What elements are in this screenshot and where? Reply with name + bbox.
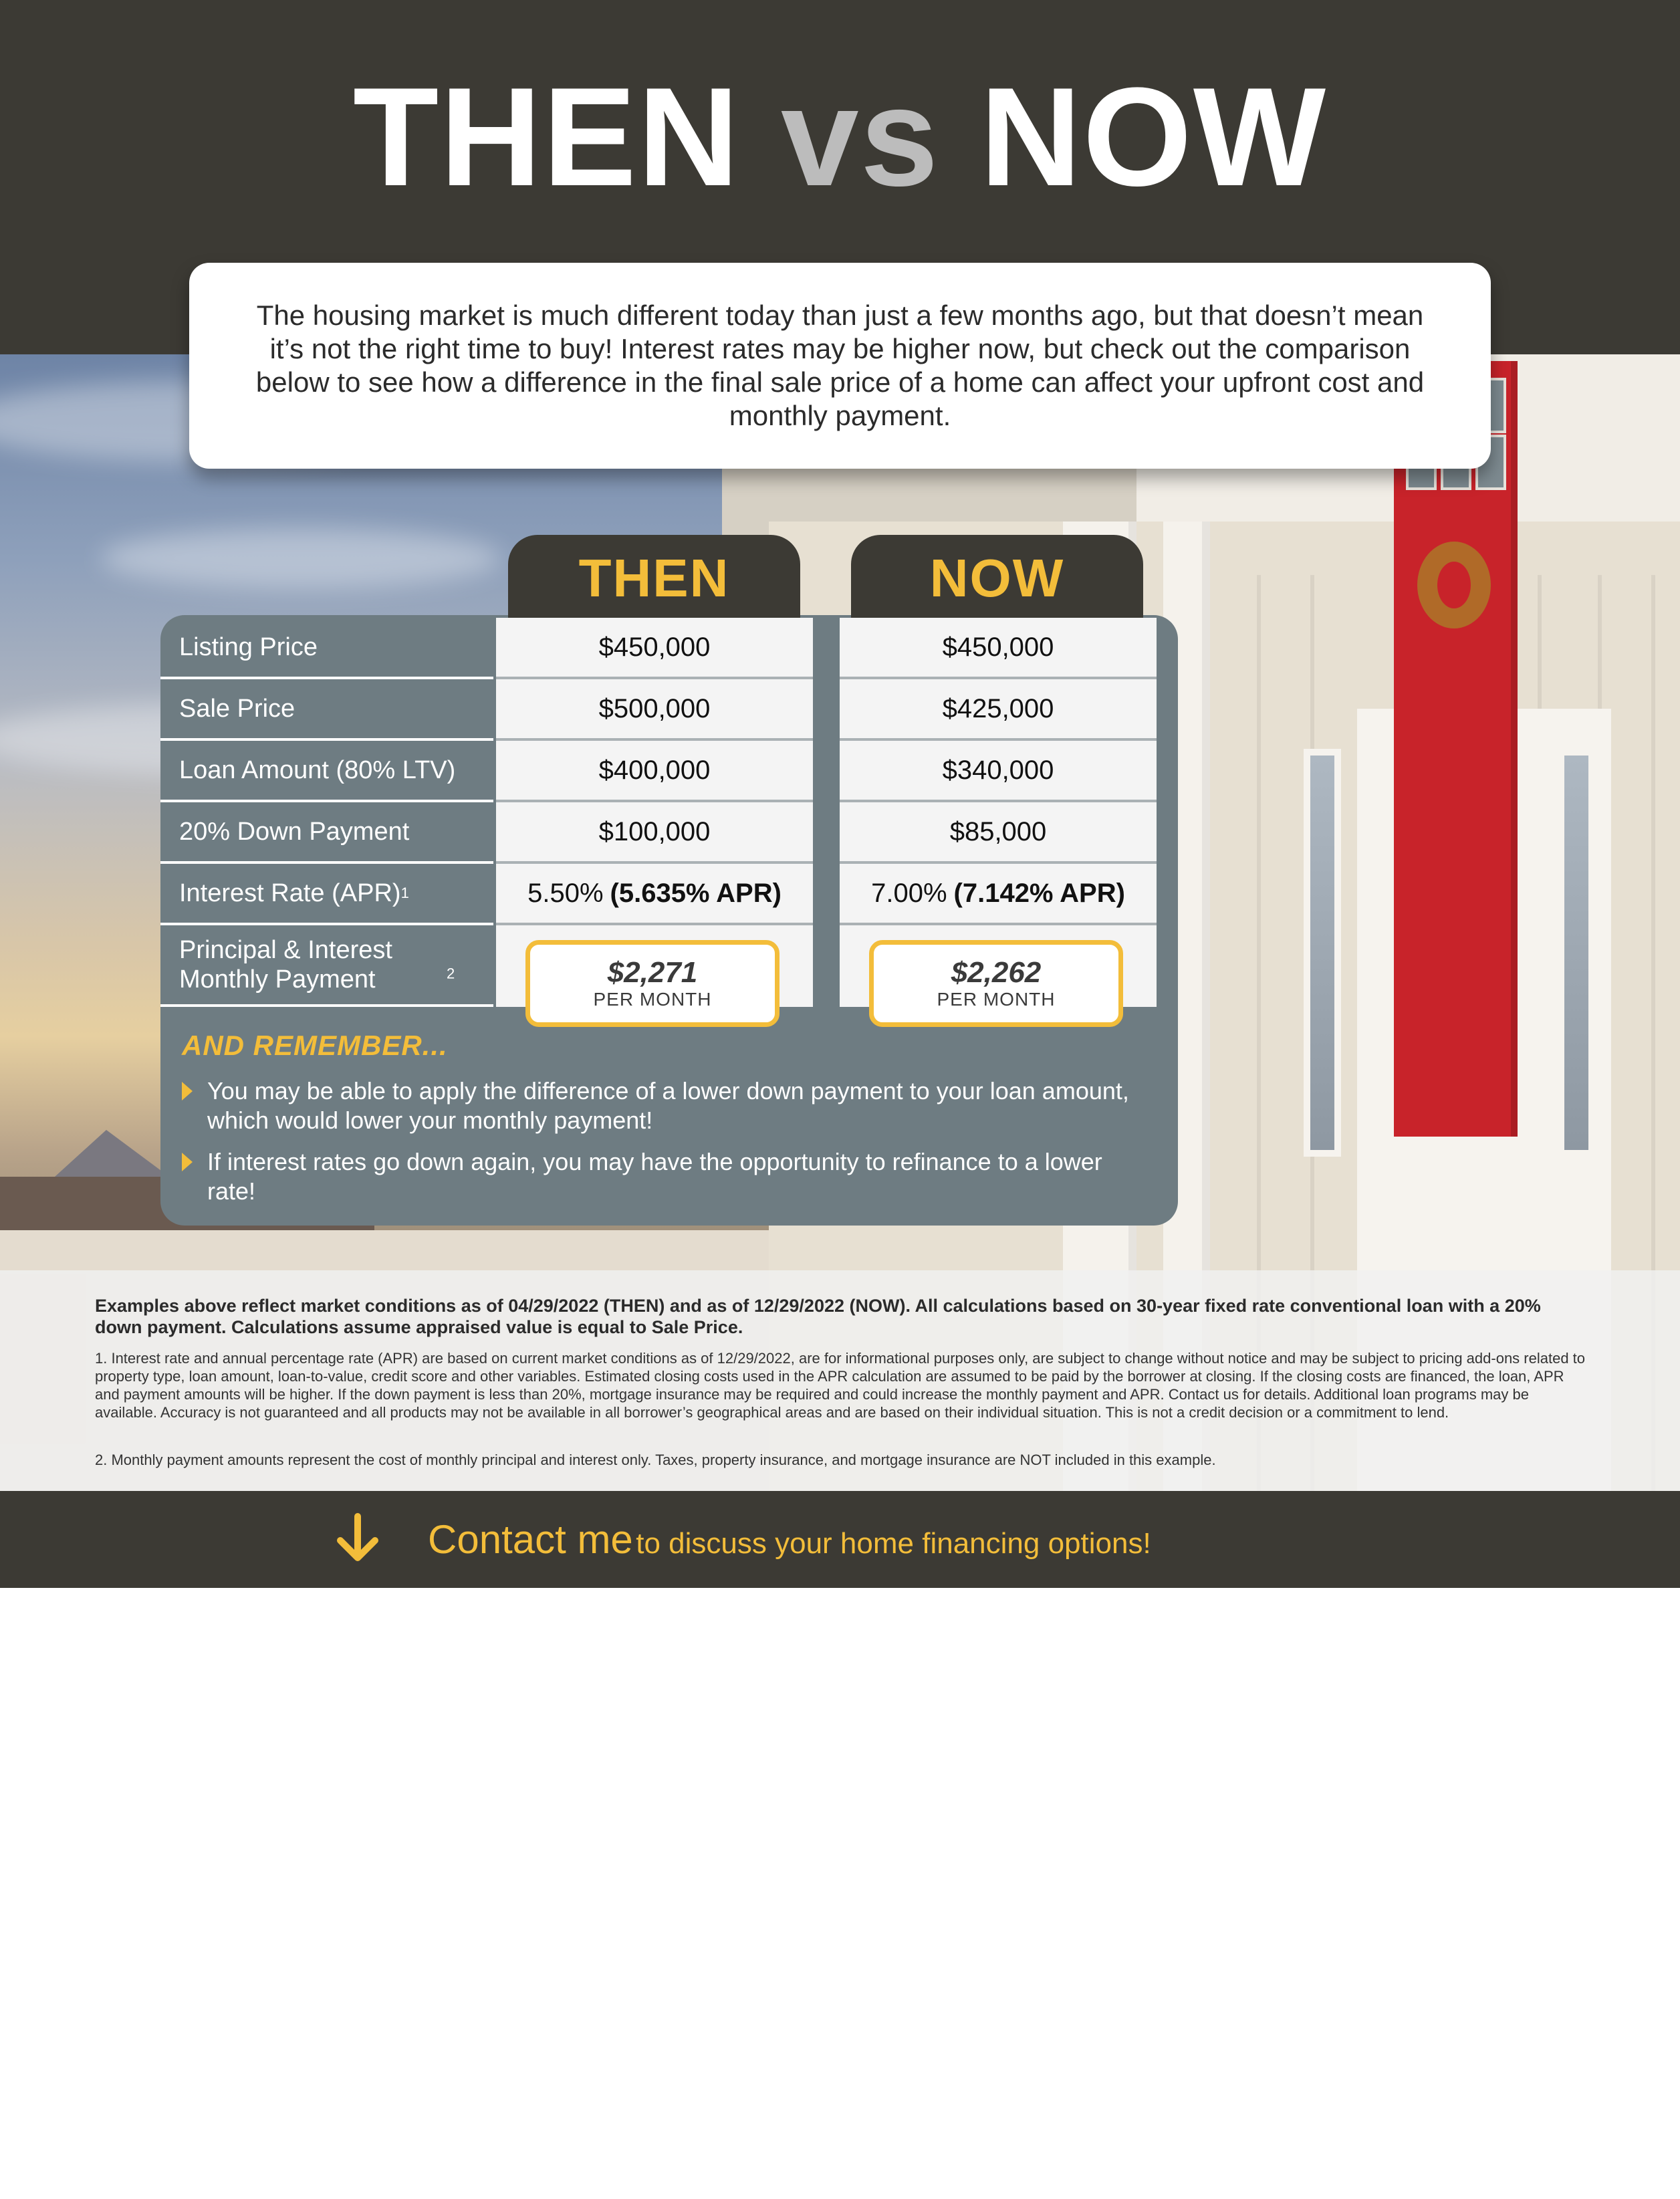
remember-bullet-text: You may be able to apply the difference of a lower down payment to your loan amount, which would lower your monthly payment!: [207, 1077, 1129, 1134]
remember-bullet: [182, 1076, 1158, 1137]
arrow-down-icon: [331, 1512, 384, 1566]
row-label-sale-price: Sale Price: [160, 679, 493, 741]
row-label-monthly-payment: [160, 925, 493, 1007]
intro-card: [189, 263, 1491, 469]
now-down-payment: $85,000: [840, 802, 1157, 864]
now-payment-amount: $2,262: [951, 956, 1042, 989]
then-loan-amount: $400,000: [496, 741, 813, 802]
remember-heading: AND REMEMBER...: [182, 1030, 448, 1061]
intro-text: The housing market is much different today than just a few months ago, but that doesn’t mean it’s not the right time to buy! Interest rates may be higher now, but check out the comparison below to see how a difference in the final sale price of a home can affect your upfront cost and monthly payment.: [255, 300, 1425, 431]
then-payment-box: [525, 940, 779, 1027]
bullet-arrow-icon: [182, 1082, 193, 1101]
then-apr: (5.635% APR): [610, 878, 782, 908]
row-label-interest-rate: [160, 864, 493, 925]
footnote-marker-2: 2: [447, 965, 455, 982]
red-door: [1394, 361, 1518, 1137]
then-interest-rate: [496, 864, 813, 925]
cta-contact-me[interactable]: Contact me: [428, 1517, 633, 1562]
now-listing-price: $450,000: [840, 618, 1157, 679]
cta-tagline: to discuss your home financing options!: [636, 1527, 1151, 1560]
column-header-then: THEN: [508, 535, 800, 622]
then-sale-price: $500,000: [496, 679, 813, 741]
then-payment-amount: $2,271: [607, 956, 698, 989]
now-interest-rate: [840, 864, 1157, 925]
interest-rate-label-text: Interest Rate (APR): [179, 879, 401, 907]
title-now: NOW: [979, 58, 1328, 215]
now-rate: 7.00%: [871, 878, 947, 908]
now-per-month: PER MONTH: [937, 989, 1056, 1010]
page-title: [0, 58, 1680, 215]
disclaimer-footnote-2: 2. Monthly payment amounts represent the cost of monthly principal and interest only. Taxes, property insurance, and mortgage insurance are NOT included in this example.: [95, 1452, 1216, 1468]
then-rate: 5.50%: [527, 878, 604, 908]
then-down-payment: $100,000: [496, 802, 813, 864]
monthly-payment-label-words: Principal & Interest Monthly Payment: [179, 936, 392, 994]
footnote-marker-1: 1: [400, 885, 409, 901]
now-loan-amount: $340,000: [840, 741, 1157, 802]
row-label-down-payment: 20% Down Payment: [160, 802, 493, 864]
now-payment-box: [869, 940, 1123, 1027]
title-vs: vs: [780, 58, 940, 215]
bullet-arrow-icon: [182, 1153, 193, 1171]
remember-bullet: [182, 1147, 1158, 1207]
title-then: THEN: [352, 58, 741, 215]
now-apr: (7.142% APR): [953, 878, 1125, 908]
row-label-listing-price: Listing Price: [160, 618, 493, 679]
remember-bullet-text: If interest rates go down again, you may have the opportunity to refinance to a lower rate!: [207, 1148, 1102, 1205]
row-label-loan-amount: Loan Amount (80% LTV): [160, 741, 493, 802]
then-listing-price: $450,000: [496, 618, 813, 679]
column-header-now: NOW: [851, 535, 1143, 622]
wreath: [1417, 542, 1491, 628]
contact-cta[interactable]: [428, 1516, 1151, 1563]
monthly-payment-label-text: [179, 935, 455, 994]
disclaimer-footnote-1: 1. Interest rate and annual percentage rate (APR) are based on current market conditions as of 12/29/2022, are for informational purposes only, are subject to change without notice and may be subject to pricing add-ons related to property type, loan amount, loan-to-value, credit score and other variables. Estimated closing costs used in the APR calculation are assumed to be paid by the borrower at closing. If the closing costs are financed, the loan, APR and payment amounts will be higher. If the down payment is less than 20%, mortgage insurance may be required and could increase the monthly payment and APR. Contact us for details. Additional loan programs may be available. Accuracy is not guaranteed and all products may not be available in all borrower’s geographical areas and are based on their individual situation. This is not a credit decision or a commitment to lend.: [95, 1350, 1586, 1421]
now-sale-price: $425,000: [840, 679, 1157, 741]
disclaimer-lead: Examples above reflect market conditions as of 04/29/2022 (THEN) and as of 12/29/2022 (NOW). All calculations based on 30-year fixed rate conventional loan with a 20% down payment. Calculations assume appraised value is equal to Sale Price.: [95, 1296, 1541, 1337]
then-per-month: PER MONTH: [593, 989, 712, 1010]
